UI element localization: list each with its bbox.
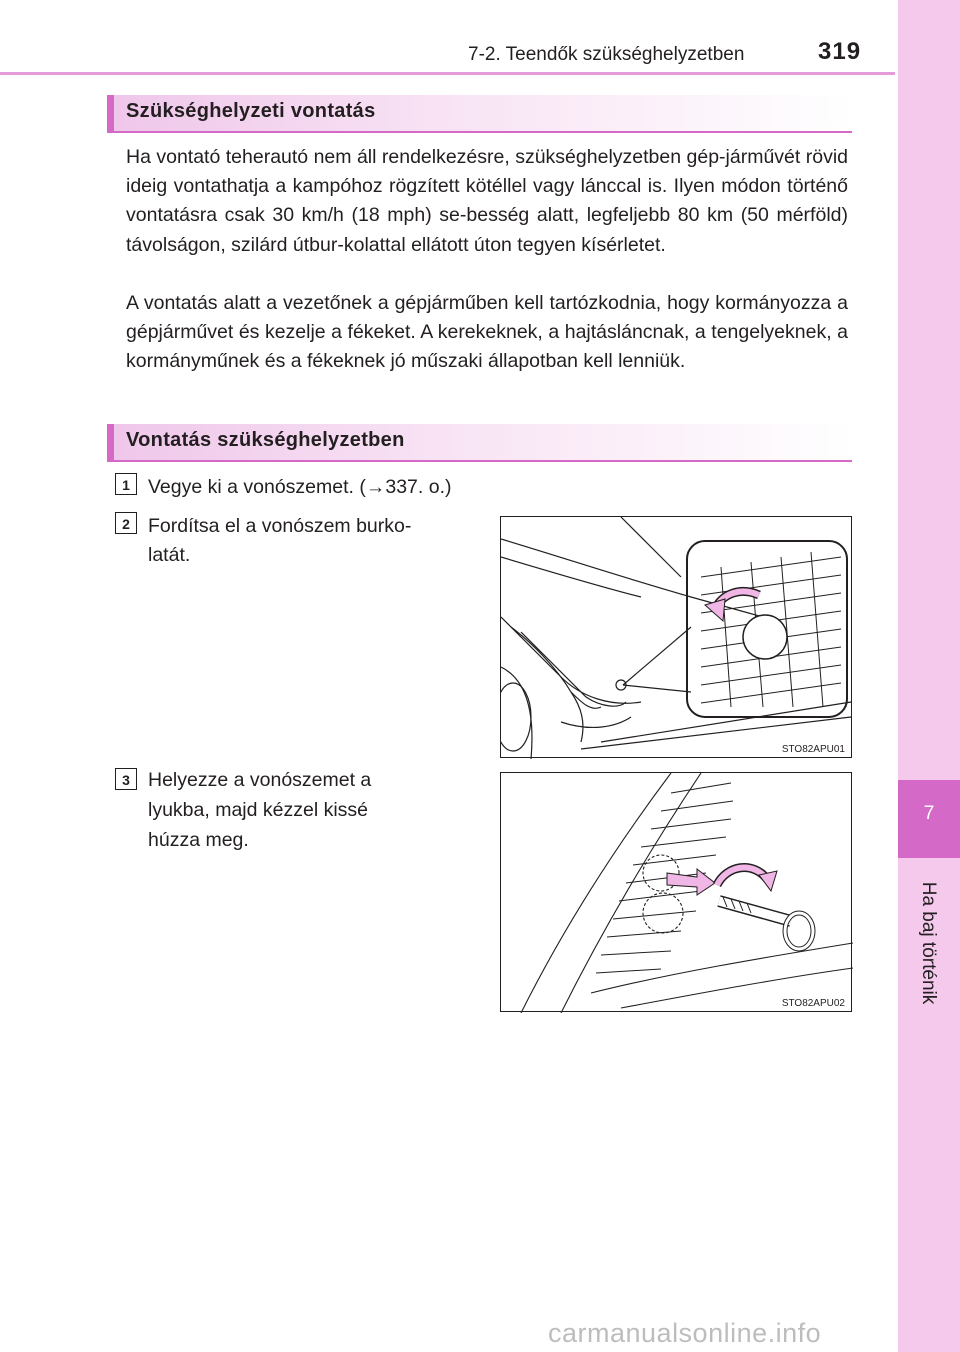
chapter-tab <box>898 780 960 858</box>
section-heading-emergency-towing <box>107 95 852 133</box>
step-number-2: 2 <box>115 512 137 534</box>
chapter-number: 7 <box>923 803 935 824</box>
step-2-text-line2: latát. <box>148 544 191 566</box>
side-tab-strip <box>898 0 960 1352</box>
step-number-3: 3 <box>115 768 137 790</box>
step-number-1: 1 <box>115 473 137 495</box>
cover-removal-illustration <box>501 517 853 759</box>
section-heading-text: Szükséghelyzeti vontatás <box>126 100 376 122</box>
watermark: carmanualsonline.info <box>548 1318 822 1348</box>
paragraph-driver-requirements: A vontatás alatt a vezetőnek a gépjárműben kell tartózkodnia, hogy kormányozza a gépjárművet és kezelje a fékeket. A kerekeknek, a hajtásláncnak, a tengelyeknek, a kormányműnek és a fékeknek jó műszaki állapotban kell lenniük. <box>126 292 848 373</box>
step-3-text-line2: lyukba, majd kézzel kissé <box>148 799 369 821</box>
section-heading-towing-procedure <box>107 424 852 462</box>
step-1-text: Vegye ki a vonószemet. (→337. o.) <box>148 476 452 498</box>
section-heading-text: Vontatás szükséghelyzetben <box>126 429 405 451</box>
figure-remove-cover <box>500 516 852 758</box>
paragraph-towing-intro: Ha vontató teherautó nem áll rendelkezésre, szükséghelyzetben gép-járművét rövid ideig vontathatja a kampóhoz rögzített kötéllel vagy lánccal is. Ilyen módon történő vontatásra csak 30 km/h (18 mph) se-besség alatt, legfeljebb 80 km (50 mérföld) távolságon, szilárd útbur-kolattal ellátott úton tegyen kísérletet. <box>126 146 848 256</box>
step-3-text-line3: húzza meg. <box>148 829 249 851</box>
figure-insert-towing-eye <box>500 772 852 1012</box>
running-header-section: 7-2. Teendők szükséghelyzetben <box>468 44 745 65</box>
figure-code: STO82APU01 <box>781 744 845 755</box>
step-3-text-line1: Helyezze a vonószemet a <box>148 769 372 791</box>
towing-eye-illustration <box>501 773 853 1013</box>
chapter-label: Ha baj történik <box>918 881 939 1005</box>
page-number: 319 <box>818 38 862 65</box>
figure-code: STO82APU02 <box>781 998 845 1009</box>
header-rule <box>0 72 895 75</box>
step-2-text-line1: Fordítsa el a vonószem burko- <box>148 515 412 537</box>
